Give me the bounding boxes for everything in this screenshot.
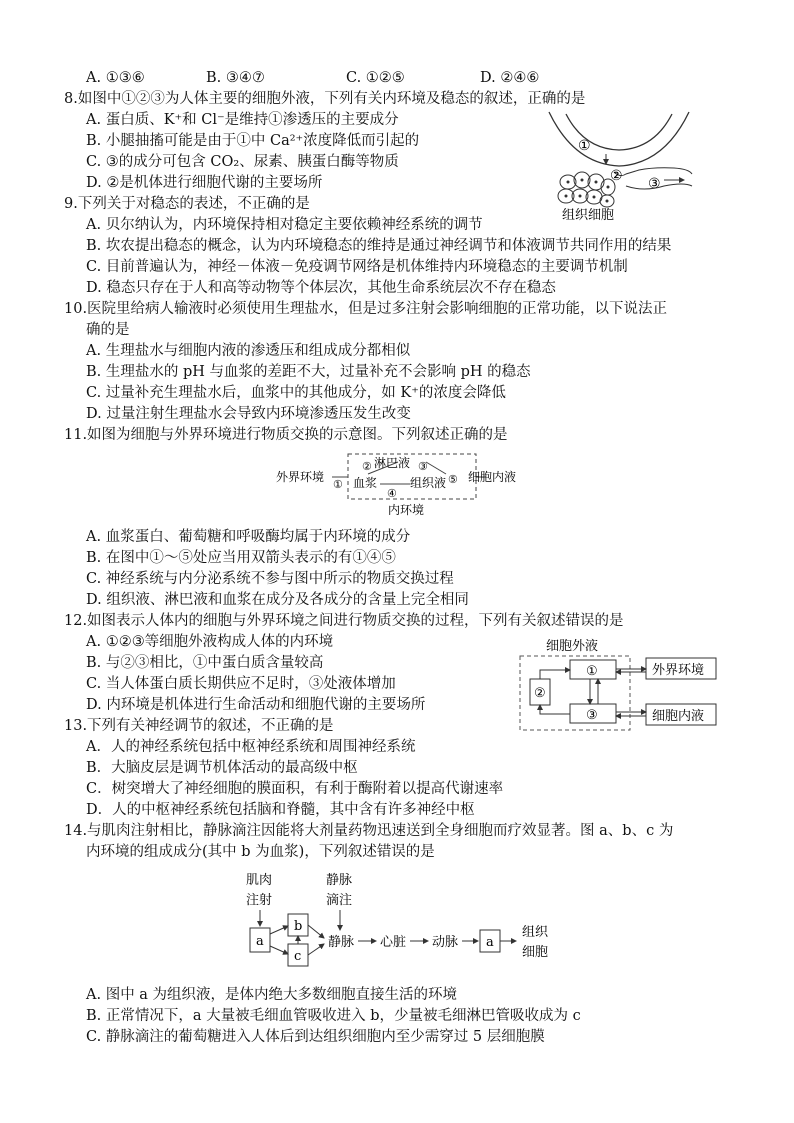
q14-im-2: 注射 xyxy=(246,893,273,908)
q11-tissue: 组织液 xyxy=(410,476,447,490)
q7-option-a: A. ①③⑥ xyxy=(86,70,145,86)
q14-box-c: c xyxy=(294,949,302,964)
q8-option-c: C. ③的成分可包含 CO₂、尿素、胰蛋白酶等物质 xyxy=(86,154,399,170)
q7-option-b: B. ③④⑦ xyxy=(206,70,265,86)
q14-figure xyxy=(238,870,568,970)
q10-option-c: C. 过量补充生理盐水后，血浆中的其他成分，如 K⁺的浓度会降低 xyxy=(86,385,506,401)
q12-stem: 12.如图表示人体内的细胞与外界环境之间进行物质交换的过程，下列有关叙述错误的是 xyxy=(64,613,624,629)
q10-option-d: D. 过量注射生理盐水会导致内环境渗透压发生改变 xyxy=(86,406,411,422)
q14-box-a: a xyxy=(256,934,264,949)
q10-option-b: B. 生理盐水的 pH 与血浆的差距不大，过量补充不会影响 pH 的稳态 xyxy=(86,364,531,380)
q8-label-2: ② xyxy=(610,168,623,184)
q13-option-c: C．树突增大了神经细胞的膜面积，有利于酶附着以提高代谢速率 xyxy=(86,781,504,797)
q14-iv-2: 滴注 xyxy=(326,893,353,908)
q14-cell-1: 组织 xyxy=(522,925,549,940)
q8-option-a: A. 蛋白质、K⁺和 Cl⁻是维持①渗透压的主要成分 xyxy=(86,112,399,128)
q11-inner: 细胞内液 xyxy=(468,470,517,484)
q11-num-5: ⑤ xyxy=(448,473,458,486)
q14-box-a2: a xyxy=(486,935,494,950)
q9-option-d: D. 稳态只存在于人和高等动物等个体层次，其他生命系统层次不存在稳态 xyxy=(86,280,556,296)
q9-option-b: B. 坎农提出稳态的概念，认为内环境稳态的维持是通过神经调节和体液调节共同作用的结果 xyxy=(86,238,672,254)
q9-stem: 9.下列关于对稳态的表述，不正确的是 xyxy=(64,196,310,212)
q12-option-b: B. 与②③相比，①中蛋白质含量较高 xyxy=(86,655,324,671)
q11-option-b: B. 在图中①～⑤处应当用双箭头表示的有①④⑤ xyxy=(86,550,396,566)
q8-option-d: D. ②是机体进行细胞代谢的主要场所 xyxy=(86,175,323,191)
q14-artery: 动脉 xyxy=(432,935,459,950)
q14-option-b: B. 正常情况下，a 大量被毛细血管吸收进入 b，少量被毛细淋巴管吸收成为 c xyxy=(86,1008,581,1024)
q8-label-1: ① xyxy=(578,138,591,154)
q8-figure xyxy=(544,104,694,224)
q8-option-b: B. 小腿抽搐可能是由于①中 Ca²⁺浓度降低而引起的 xyxy=(86,133,420,149)
q11-env: 内环境 xyxy=(388,503,425,517)
q12-outer: 外界环境 xyxy=(652,663,705,678)
q11-plasma: 血浆 xyxy=(353,476,378,490)
q9-option-a: A. 贝尔纳认为，内环境保持相对稳定主要依赖神经系统的调节 xyxy=(86,217,483,233)
q7-option-d: D. ②④⑥ xyxy=(480,70,540,86)
q8-stem: 8.如图中①②③为人体主要的细胞外液，下列有关内环境及稳态的叙述，正确的是 xyxy=(64,91,586,107)
q10-stem-line2: 确的是 xyxy=(86,322,130,338)
q7-option-c: C. ①②⑤ xyxy=(346,70,405,86)
q12-inner: 细胞内液 xyxy=(652,709,705,724)
q11-stem: 11.如图为细胞与外界环境进行物质交换的示意图。下列叙述正确的是 xyxy=(64,427,508,443)
q14-stem-line1: 14.与肌肉注射相比，静脉滴注因能将大剂量药物迅速送到全身细胞而疗效显著。图 a、b、c 为 xyxy=(64,823,674,839)
q11-num-2: ② xyxy=(362,460,372,473)
q11-num-1: ① xyxy=(333,478,343,491)
q12-num-2: ② xyxy=(534,686,546,701)
q14-heart: 心脏 xyxy=(380,935,407,950)
q11-num-3: ③ xyxy=(418,460,428,473)
q14-box-b: b xyxy=(294,919,303,934)
q12-figure xyxy=(518,634,750,734)
q14-stem-line2: 内环境的组成成分(其中 b 为血浆)，下列叙述错误的是 xyxy=(86,844,435,860)
q14-option-a: A. 图中 a 为组织液，是体内绝大多数细胞直接生活的环境 xyxy=(86,987,458,1003)
q13-option-d: D．人的中枢神经系统包括脑和脊髓，其中含有许多神经中枢 xyxy=(86,802,475,818)
q12-num-3: ③ xyxy=(586,708,598,723)
q13-option-a: A．人的神经系统包括中枢神经系统和周围神经系统 xyxy=(86,739,416,755)
q11-outer: 外界环境 xyxy=(276,470,325,484)
q13-stem: 13.下列有关神经调节的叙述，不正确的是 xyxy=(64,718,334,734)
q14-vein: 静脉 xyxy=(328,935,355,950)
q11-option-a: A. 血浆蛋白、葡萄糖和呼吸酶均属于内环境的成分 xyxy=(86,529,411,545)
q14-im-1: 肌肉 xyxy=(246,873,273,888)
q11-option-d: D. 组织液、淋巴液和血浆在成分及各成分的含量上完全相同 xyxy=(86,592,469,608)
q8-label-3: ③ xyxy=(648,176,661,192)
q12-option-a: A. ①②③等细胞外液构成人体的内环境 xyxy=(86,634,334,650)
q12-option-d: D. 内环境是机体进行生命活动和细胞代谢的主要场所 xyxy=(86,697,426,713)
q13-option-b: B．大脑皮层是调节机体活动的最高级中枢 xyxy=(86,760,358,776)
q14-cell-2: 细胞 xyxy=(522,945,549,960)
q11-option-c: C. 神经系统与内分泌系统不参与图中所示的物质交换过程 xyxy=(86,571,454,587)
q9-option-c: C. 目前普遍认为，神经－体液－免疫调节网络是机体维持内环境稳态的主要调节机制 xyxy=(86,259,628,275)
q11-num-4: ④ xyxy=(387,487,397,500)
q11-figure xyxy=(276,450,536,520)
q14-option-c: C. 静脉滴注的葡萄糖进入人体后到达组织细胞内至少需穿过 5 层细胞膜 xyxy=(86,1029,545,1045)
q12-title: 细胞外液 xyxy=(546,639,599,654)
q8-caption: 组织细胞 xyxy=(562,208,615,223)
q12-num-1: ① xyxy=(586,664,598,679)
q11-lymph: 淋巴液 xyxy=(374,456,411,470)
q10-option-a: A. 生理盐水与细胞内液的渗透压和组成成分都相似 xyxy=(86,343,411,359)
q12-option-c: C. 当人体蛋白质长期供应不足时，③处液体增加 xyxy=(86,676,396,692)
q14-iv-1: 静脉 xyxy=(326,873,353,888)
q10-stem-line1: 10.医院里给病人输液时必须使用生理盐水，但是过多注射会影响细胞的正常功能，以下说法正 xyxy=(64,301,668,317)
